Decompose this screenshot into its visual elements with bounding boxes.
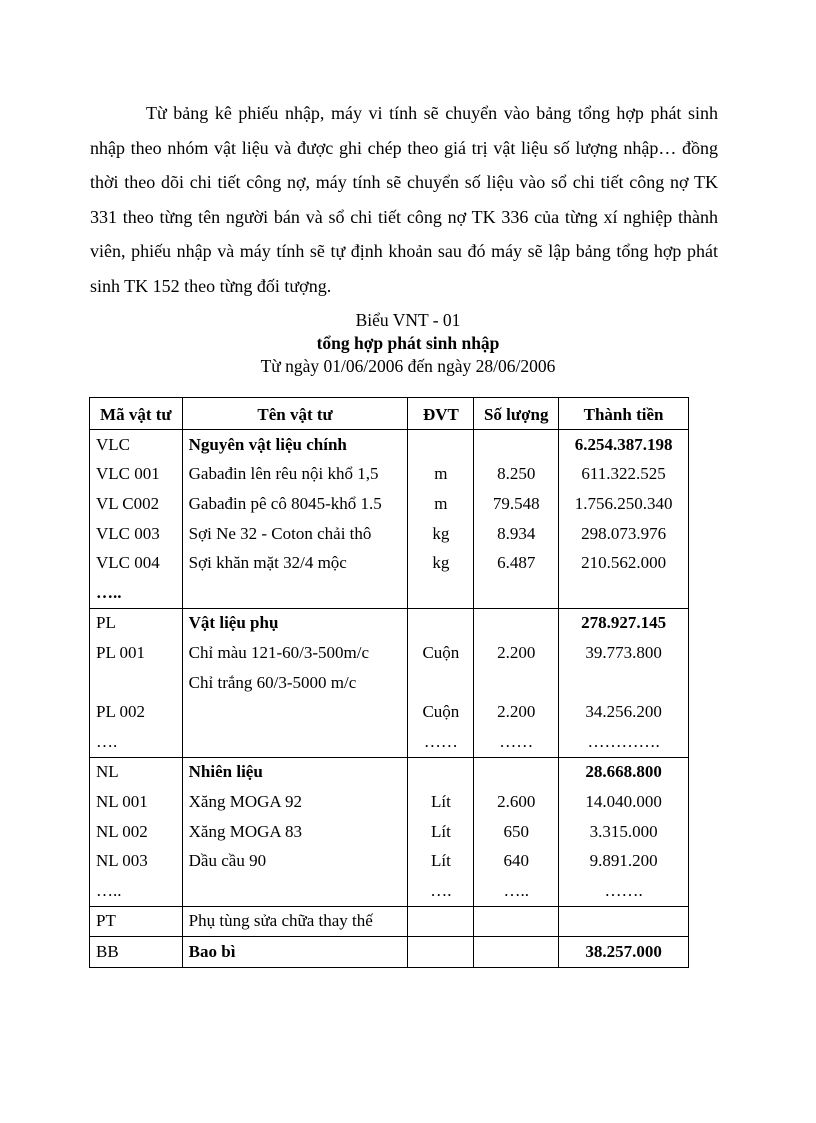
cell-amount: 3.315.000	[559, 817, 689, 847]
table-row	[90, 519, 689, 549]
cell-name: Chỉ trắng 60/3-5000 m/c	[182, 668, 408, 698]
cell-unit	[408, 578, 474, 608]
cell-amount: 1.756.250.340	[559, 489, 689, 519]
cell-code	[90, 668, 183, 698]
cell-unit: m	[408, 489, 474, 519]
intro-paragraph: Từ bảng kê phiếu nhập, máy vi tính sẽ chuyển vào bảng tổng hợp phát sinh nhập theo nhóm vật liệu và được ghi chép theo giá trị vật liệu số lượng nhập… đồng thời theo dõi chi tiết công nợ, máy tính sẽ chuyển số liệu vào sổ chi tiết công nợ TK 331 theo từng tên người bán và sổ chi tiết công nợ TK 336 của từng xí nghiệp thành viên, phiếu nhập và máy tính sẽ tự định khoản sau đó máy sẽ lập bảng tổng hợp phát sinh TK 152 theo từng đối tượng.	[90, 103, 718, 296]
cell-qty: ……	[474, 727, 559, 757]
cell-code: PL	[90, 608, 183, 638]
cell-qty	[474, 430, 559, 460]
cell-unit: Cuộn	[408, 697, 474, 727]
cell-amount: 278.927.145	[559, 608, 689, 638]
cell-name: Xăng MOGA 92	[182, 787, 408, 817]
cell-amount: 210.562.000	[559, 548, 689, 578]
table-row	[90, 906, 689, 937]
cell-qty: 2.200	[474, 638, 559, 668]
cell-qty	[474, 668, 559, 698]
cell-unit: ….	[408, 876, 474, 906]
cell-amount: 28.668.800	[559, 757, 689, 787]
cell-name: Bao bì	[182, 937, 408, 968]
cell-qty: 8.934	[474, 519, 559, 549]
cell-name: Sợi khăn mặt 32/4 mộc	[182, 548, 408, 578]
cell-name: Dầu cầu 90	[182, 846, 408, 876]
table-row	[90, 846, 689, 876]
cell-unit	[408, 430, 474, 460]
cell-name: Phụ tùng sửa chữa thay thế	[182, 906, 408, 937]
table-row	[90, 727, 689, 757]
cell-qty: …..	[474, 876, 559, 906]
cell-qty: 650	[474, 817, 559, 847]
cell-amount: 6.254.387.198	[559, 430, 689, 460]
table-row	[90, 548, 689, 578]
cell-qty: 2.600	[474, 787, 559, 817]
cell-qty: 640	[474, 846, 559, 876]
cell-unit: m	[408, 460, 474, 490]
cell-unit	[408, 608, 474, 638]
cell-qty	[474, 937, 559, 968]
cell-amount	[559, 906, 689, 937]
cell-amount: 9.891.200	[559, 846, 689, 876]
cell-code: NL 002	[90, 817, 183, 847]
cell-qty: 8.250	[474, 460, 559, 490]
cell-amount: 39.773.800	[559, 638, 689, 668]
table-row	[90, 489, 689, 519]
cell-unit: Lít	[408, 846, 474, 876]
table-row	[90, 817, 689, 847]
table-row	[90, 876, 689, 906]
header-code: Mã vật tư	[90, 398, 183, 430]
cell-qty	[474, 578, 559, 608]
cell-unit: kg	[408, 548, 474, 578]
cell-amount: 298.073.976	[559, 519, 689, 549]
cell-amount	[559, 668, 689, 698]
cell-code: VLC 001	[90, 460, 183, 490]
cell-qty: 79.548	[474, 489, 559, 519]
cell-unit: Lít	[408, 787, 474, 817]
cell-amount: ………….	[559, 727, 689, 757]
cell-amount	[559, 578, 689, 608]
table-title: tổng hợp phát sinh nhập	[316, 333, 500, 353]
cell-amount: 34.256.200	[559, 697, 689, 727]
cell-code: …..	[90, 876, 183, 906]
cell-name: Sợi Ne 32 - Coton chải thô	[182, 519, 408, 549]
header-qty: Số lượng	[474, 398, 559, 430]
cell-unit	[408, 668, 474, 698]
cell-unit: Lít	[408, 817, 474, 847]
cell-name: Gabađin pê cô 8045-khổ 1.5	[182, 489, 408, 519]
summary-table	[89, 397, 689, 968]
cell-qty	[474, 608, 559, 638]
table-row	[90, 697, 689, 727]
cell-name: Xăng MOGA 83	[182, 817, 408, 847]
cell-code: VLC 004	[90, 548, 183, 578]
table-row	[90, 757, 689, 787]
table-row	[90, 937, 689, 968]
cell-unit	[408, 757, 474, 787]
date-range: Từ ngày 01/06/2006 đến ngày 28/06/2006	[260, 356, 556, 376]
cell-name	[182, 876, 408, 906]
cell-code: ….	[90, 727, 183, 757]
cell-name	[182, 578, 408, 608]
table-row	[90, 460, 689, 490]
cell-code: PT	[90, 906, 183, 937]
cell-code: …..	[90, 578, 183, 608]
cell-qty	[474, 757, 559, 787]
cell-code: VLC	[90, 430, 183, 460]
cell-amount: 38.257.000	[559, 937, 689, 968]
cell-unit: Cuộn	[408, 638, 474, 668]
cell-name: Gabađin lên rêu nội khổ 1,5	[182, 460, 408, 490]
cell-amount: …….	[559, 876, 689, 906]
cell-qty: 2.200	[474, 697, 559, 727]
cell-code: VL C002	[90, 489, 183, 519]
form-code: Biểu VNT - 01	[355, 310, 461, 330]
header-name: Tên vật tư	[182, 398, 408, 430]
cell-qty: 6.487	[474, 548, 559, 578]
cell-amount: 611.322.525	[559, 460, 689, 490]
table-row	[90, 638, 689, 668]
cell-code: NL 001	[90, 787, 183, 817]
cell-name: Nguyên vật liệu chính	[182, 430, 408, 460]
table-row	[90, 668, 689, 698]
table-row	[90, 608, 689, 638]
header-amount: Thành tiền	[559, 398, 689, 430]
table-header-row	[90, 398, 689, 430]
cell-qty	[474, 906, 559, 937]
cell-amount: 14.040.000	[559, 787, 689, 817]
cell-code: BB	[90, 937, 183, 968]
table-row	[90, 787, 689, 817]
cell-unit	[408, 937, 474, 968]
header-unit: ĐVT	[408, 398, 474, 430]
cell-code: NL	[90, 757, 183, 787]
table-row	[90, 430, 689, 460]
cell-code: NL 003	[90, 846, 183, 876]
cell-name: Chỉ màu 121-60/3-500m/c	[182, 638, 408, 668]
cell-unit: kg	[408, 519, 474, 549]
cell-name: Vật liệu phụ	[182, 608, 408, 638]
cell-unit	[408, 906, 474, 937]
cell-code: PL 001	[90, 638, 183, 668]
cell-code: PL 002	[90, 697, 183, 727]
cell-name	[182, 697, 408, 727]
cell-name: Nhiên liệu	[182, 757, 408, 787]
cell-name	[182, 727, 408, 757]
cell-unit: ……	[408, 727, 474, 757]
table-row	[90, 578, 689, 608]
cell-code: VLC 003	[90, 519, 183, 549]
